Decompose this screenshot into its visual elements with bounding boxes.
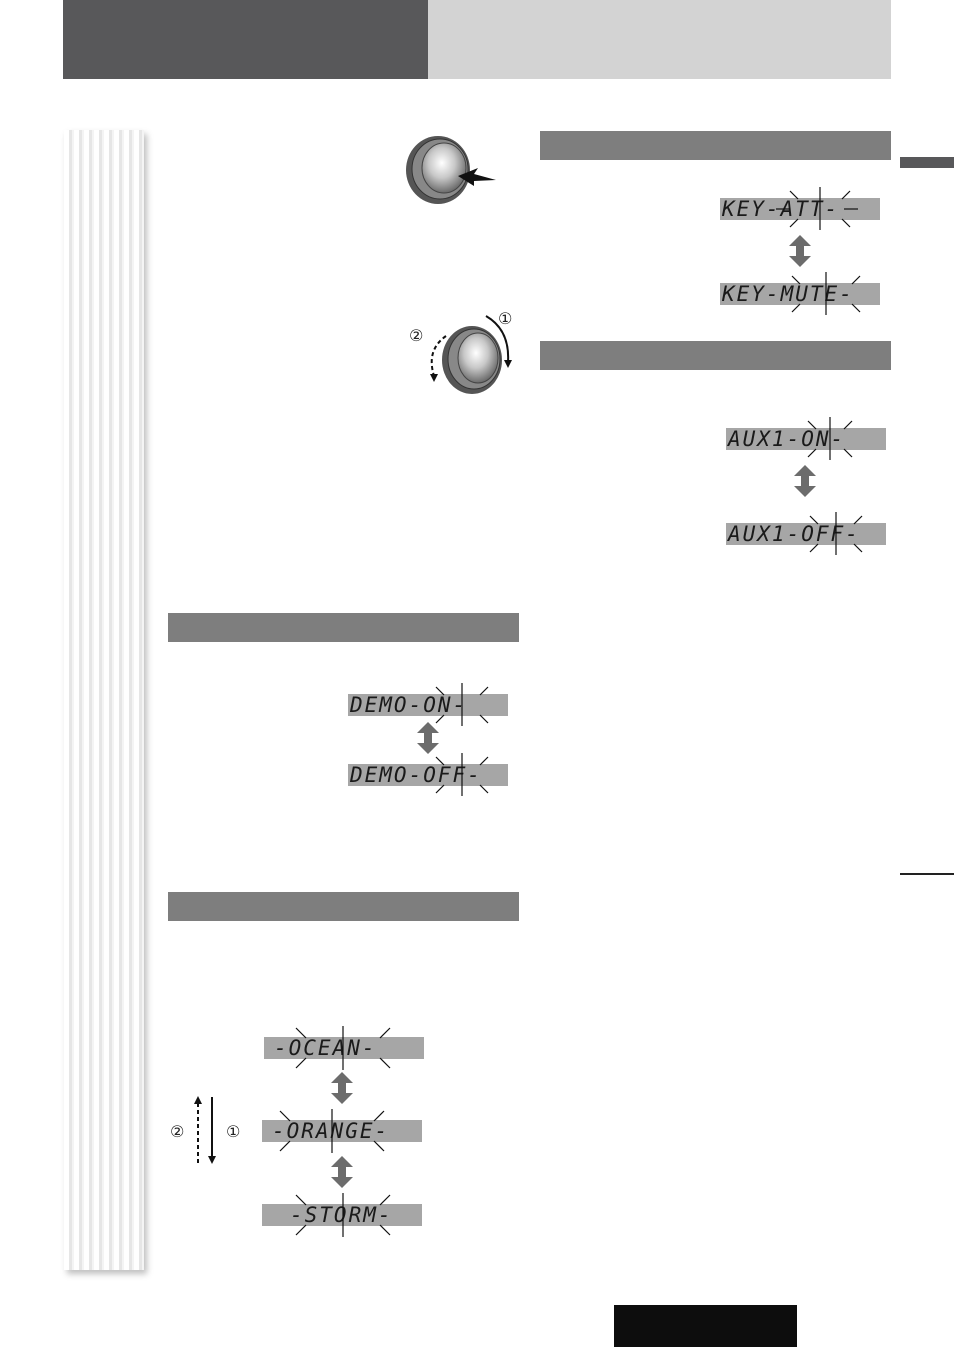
lcd-aux-off: AUX1-OFF-: [726, 523, 886, 545]
lcd-color-orange: -ORANGE-: [262, 1120, 422, 1142]
rotate-step-2-label: ②: [409, 326, 424, 345]
lcd-demo-off: DEMO-OFF-: [348, 764, 508, 786]
lcd-key-mute: KEY-MUTE-: [720, 283, 880, 305]
rotate-step-1-label: ①: [498, 309, 513, 328]
lcd-key-att: KEY-ATT-: [720, 198, 880, 220]
page-footer-block: [614, 1305, 797, 1347]
lcd-color-storm: -STORM-: [262, 1204, 422, 1226]
lcd-demo-on: DEMO-ON-: [348, 694, 508, 716]
lcd-color-ocean: -OCEAN-: [264, 1037, 424, 1059]
color-step-2-label: ②: [170, 1122, 185, 1141]
lcd-aux-on: AUX1-ON-: [726, 428, 886, 450]
color-step-1-label: ①: [226, 1122, 241, 1141]
